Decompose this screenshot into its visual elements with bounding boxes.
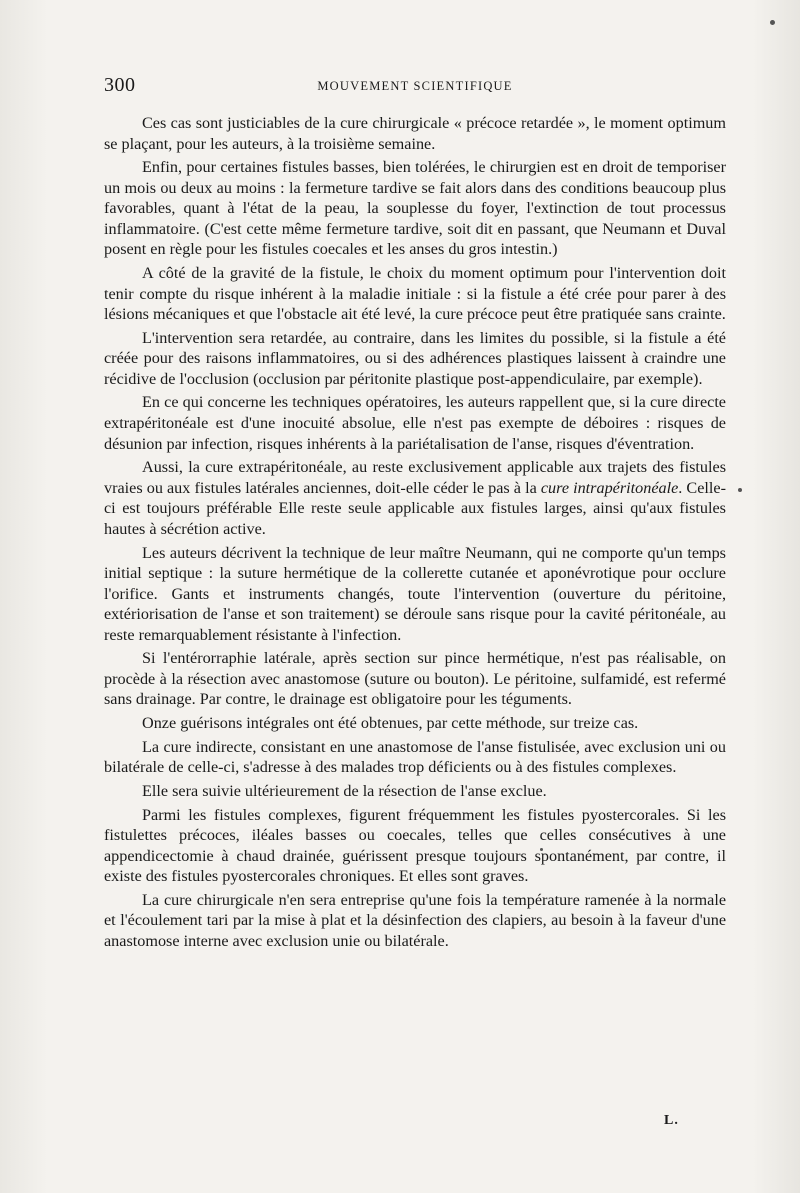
paragraph: Les auteurs décrivent la technique de leur maître Neumann, qui ne comporte qu'un temps initial septique : la suture hermétique de la collerette cutanée et aponévrotique pour occlure l'orifice. Gants et instruments changés, toute l'intervention (ouverture du péritoine, extériorisation de l'anse et son traitement) se déroule sans risque pour la cavité péritonéale, au reste remarquablement résistante à l'infection. — [104, 543, 726, 644]
author-signature: L. — [664, 1113, 679, 1128]
paragraph: Onze guérisons intégrales ont été obtenues, par cette méthode, sur treize cas. — [142, 714, 639, 733]
paragraph: La cure indirecte, consistant en une anastomose de l'anse fistulisée, avec exclusion uni ou bilatérale de celle-ci, s'adresse à des malades trop déficients ou à des fistules complexes. — [104, 737, 726, 777]
paragraph: A côté de la gravité de la fistule, le choix du moment optimum pour l'intervention doit tenir compte du risque inhérent à la maladie initiale : si la fistule a été crée pour parer à des lésions mécaniques et que l'obstacle ait été levé, la cure précoce peut être pratiquée sans crainte. — [104, 264, 726, 324]
paragraph: Enfin, pour certaines fistules basses, bien tolérées, le chirurgien est en droit de temporiser un mois ou deux au moins : la fermeture tardive se fait alors dans des conditions beaucoup plus favorables, quant à l'état de la peau, la souplesse du foyer, l'extinction de tout processus inflammatoire. (C'est cette même fermeture tardive, soit dit en passant, que Neumann et Duval posent en règle pour les fistules coecales et les anses du gros intestin.) — [104, 158, 726, 259]
paragraph: Parmi les fistules complexes, figurent fréquemment les fistules pyostercorales. Si les fistulettes précoces, iléales basses ou coecales, telles que celles consécutives à une appendicectomie à chaud drainée, guérissent presque toujours spontanément, par contre, il existe des fistules pyostercorales chroniques. Et elles sont graves. — [104, 805, 726, 886]
paragraph: Ces cas sont justiciables de la cure chirurgicale « précoce retardée », le moment optimum se plaçant, pour les auteurs, à la troisième semaine. — [104, 114, 726, 153]
paragraph — [104, 457, 726, 539]
paragraph-text: Aussi, la cure extrapéritonéale, au reste exclusivement applicable aux trajets des fistules vraies ou aux fistules latérales anciennes, doit-elle céder le pas à la — [104, 458, 726, 497]
running-title: MOUVEMENT SCIENTIFIQUE — [317, 79, 513, 93]
paragraph: En ce qui concerne les techniques opératoires, les auteurs rappellent que, si la cure directe extrapéritonéale est d'une inocuité absolue, elle n'est pas exempte de déboires : risques de désunion par infection, risques inhérents à la pariétalisation de l'anse, risques d'éventration. — [104, 393, 726, 453]
scan-speck — [738, 488, 742, 492]
body-text — [104, 113, 726, 955]
scan-speck — [770, 20, 775, 25]
page-header — [104, 74, 726, 98]
paragraph: La cure chirurgicale n'en sera entreprise qu'une fois la température ramenée à la normale et l'écoulement tari par la mise à plat et la désinfection des clapiers, au besoin à la faveur d'une anastomose interne avec exclusion unie ou bilatérale. — [104, 890, 726, 950]
paragraph: L'intervention sera retardée, au contraire, dans les limites du possible, si la fistule a été créée pour des raisons inflammatoires, ou si des adhérences plastiques laissent à craindre une récidive de l'occlusion (occlusion par péritonite plastique post-appendiculaire, par exemple). — [104, 328, 726, 388]
paragraph: Si l'entérorraphie latérale, après section sur pince hermétique, n'est pas réalisable, on procède à la résection avec anastomose (suture ou bouton). Le péritoine, sulfamidé, est refermé sans drainage. Par contre, le drainage est obligatoire pour les téguments. — [104, 649, 726, 709]
page-number: 300 — [104, 74, 136, 96]
paragraph-text: . Celle-ci est toujours préférable Elle reste seule applicable aux fistules larges, ainsi qu'aux fistules hautes à sécrétion active. — [104, 478, 726, 538]
italic-term: cure intrapéritonéale — [540, 478, 679, 497]
paragraph: Elle sera suivie ultérieurement de la résection de l'anse exclue. — [142, 781, 547, 800]
